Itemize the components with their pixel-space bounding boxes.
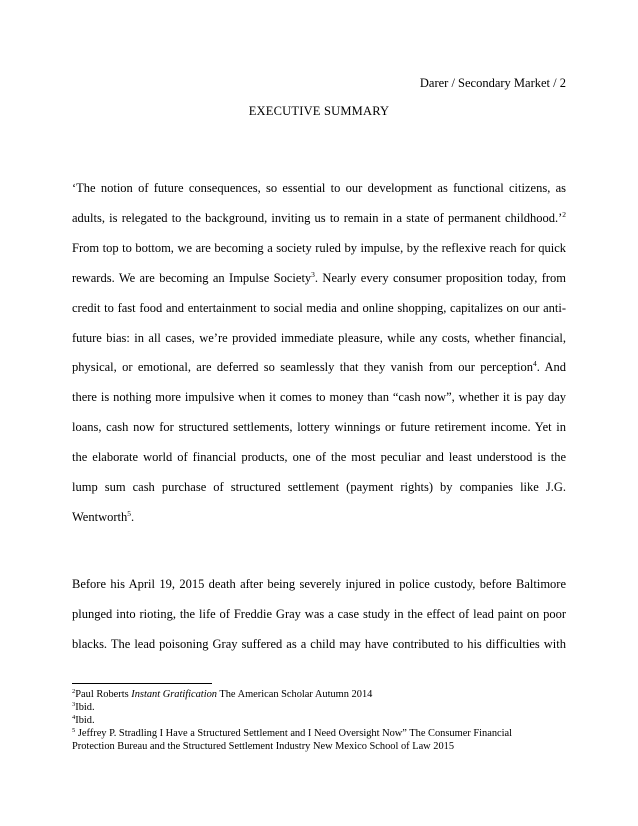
text-line: ‘The notion of future consequences, so essential to our development as functional citizens, as bbox=[72, 181, 566, 195]
text-line: loans, cash now for structured settlements, lottery winnings or future retirement income. Yet in bbox=[72, 420, 566, 435]
text-line: there is nothing more impulsive when it comes to money than “cash now”, whether it is pay day bbox=[72, 390, 566, 405]
footnote-separator bbox=[72, 683, 212, 684]
text-line: rewards. We are becoming an Impulse Society$^3$. Nearly every consumer proposition today, from bbox=[72, 269, 566, 285]
footnotes bbox=[72, 688, 566, 753]
text-line: credit to fast food and entertainment to social media and online shopping, capitalizes on our anti- bbox=[72, 300, 566, 315]
paragraph-1 bbox=[72, 174, 566, 533]
footnote: $^3$Ibid. bbox=[72, 701, 95, 713]
text-line: From top to bottom, we are becoming a society ruled by impulse, by the reflexive reach for quick bbox=[72, 240, 566, 255]
text-line: plunged into rioting, the life of Freddie Gray was a case study in the effect of lead paint on poor bbox=[72, 606, 566, 621]
text-line: physical, or emotional, are deferred so seamlessly that they vanish from our perception$^4$. And bbox=[72, 359, 566, 375]
footnote: $^2$Paul Roberts Instant Gratification The American Scholar Autumn 2014 bbox=[72, 688, 373, 700]
text-line: lump sum cash purchase of structured settlement (payment rights) by companies like J.G. bbox=[72, 480, 566, 495]
footnote-ref: 2 bbox=[562, 209, 566, 219]
footnote-ref: 5 bbox=[127, 508, 131, 518]
text-line: future bias: in all cases, we’re provided immediate pleasure, while any costs, whether financial, bbox=[72, 330, 566, 345]
text-line: the elaborate world of financial products, one of the most peculiar and least understood is the bbox=[72, 450, 566, 465]
section-title: EXECUTIVE SUMMARY bbox=[248, 104, 390, 118]
text-line: Wentworth$^5$. bbox=[72, 508, 135, 524]
text-line: adults, is relegated to the background, inviting us to remain in a state of permanent childhood.’$^2$ bbox=[72, 209, 566, 225]
footnote-continued: Protection Bureau and the Structured Settlement Industry New Mexico School of Law 2015 bbox=[72, 741, 455, 752]
footnote: $^4$Ibid. bbox=[72, 714, 95, 726]
running-header: Darer / Secondary Market / 2 bbox=[419, 76, 566, 90]
text-line: blacks. The lead poisoning Gray suffered as a child may have contributed to his difficulties with bbox=[72, 636, 566, 651]
paragraph-2 bbox=[72, 570, 566, 660]
footnote-ref: 3 bbox=[311, 269, 315, 279]
footnote: $^5$ Jeffrey P. Stradling I Have a Structured Settlement and I Need Oversight Now” The Consumer Financial bbox=[72, 727, 513, 739]
text-line: Before his April 19, 2015 death after being severely injured in police custody, before Baltimore bbox=[72, 577, 566, 591]
footnote-ref: 4 bbox=[532, 359, 537, 369]
